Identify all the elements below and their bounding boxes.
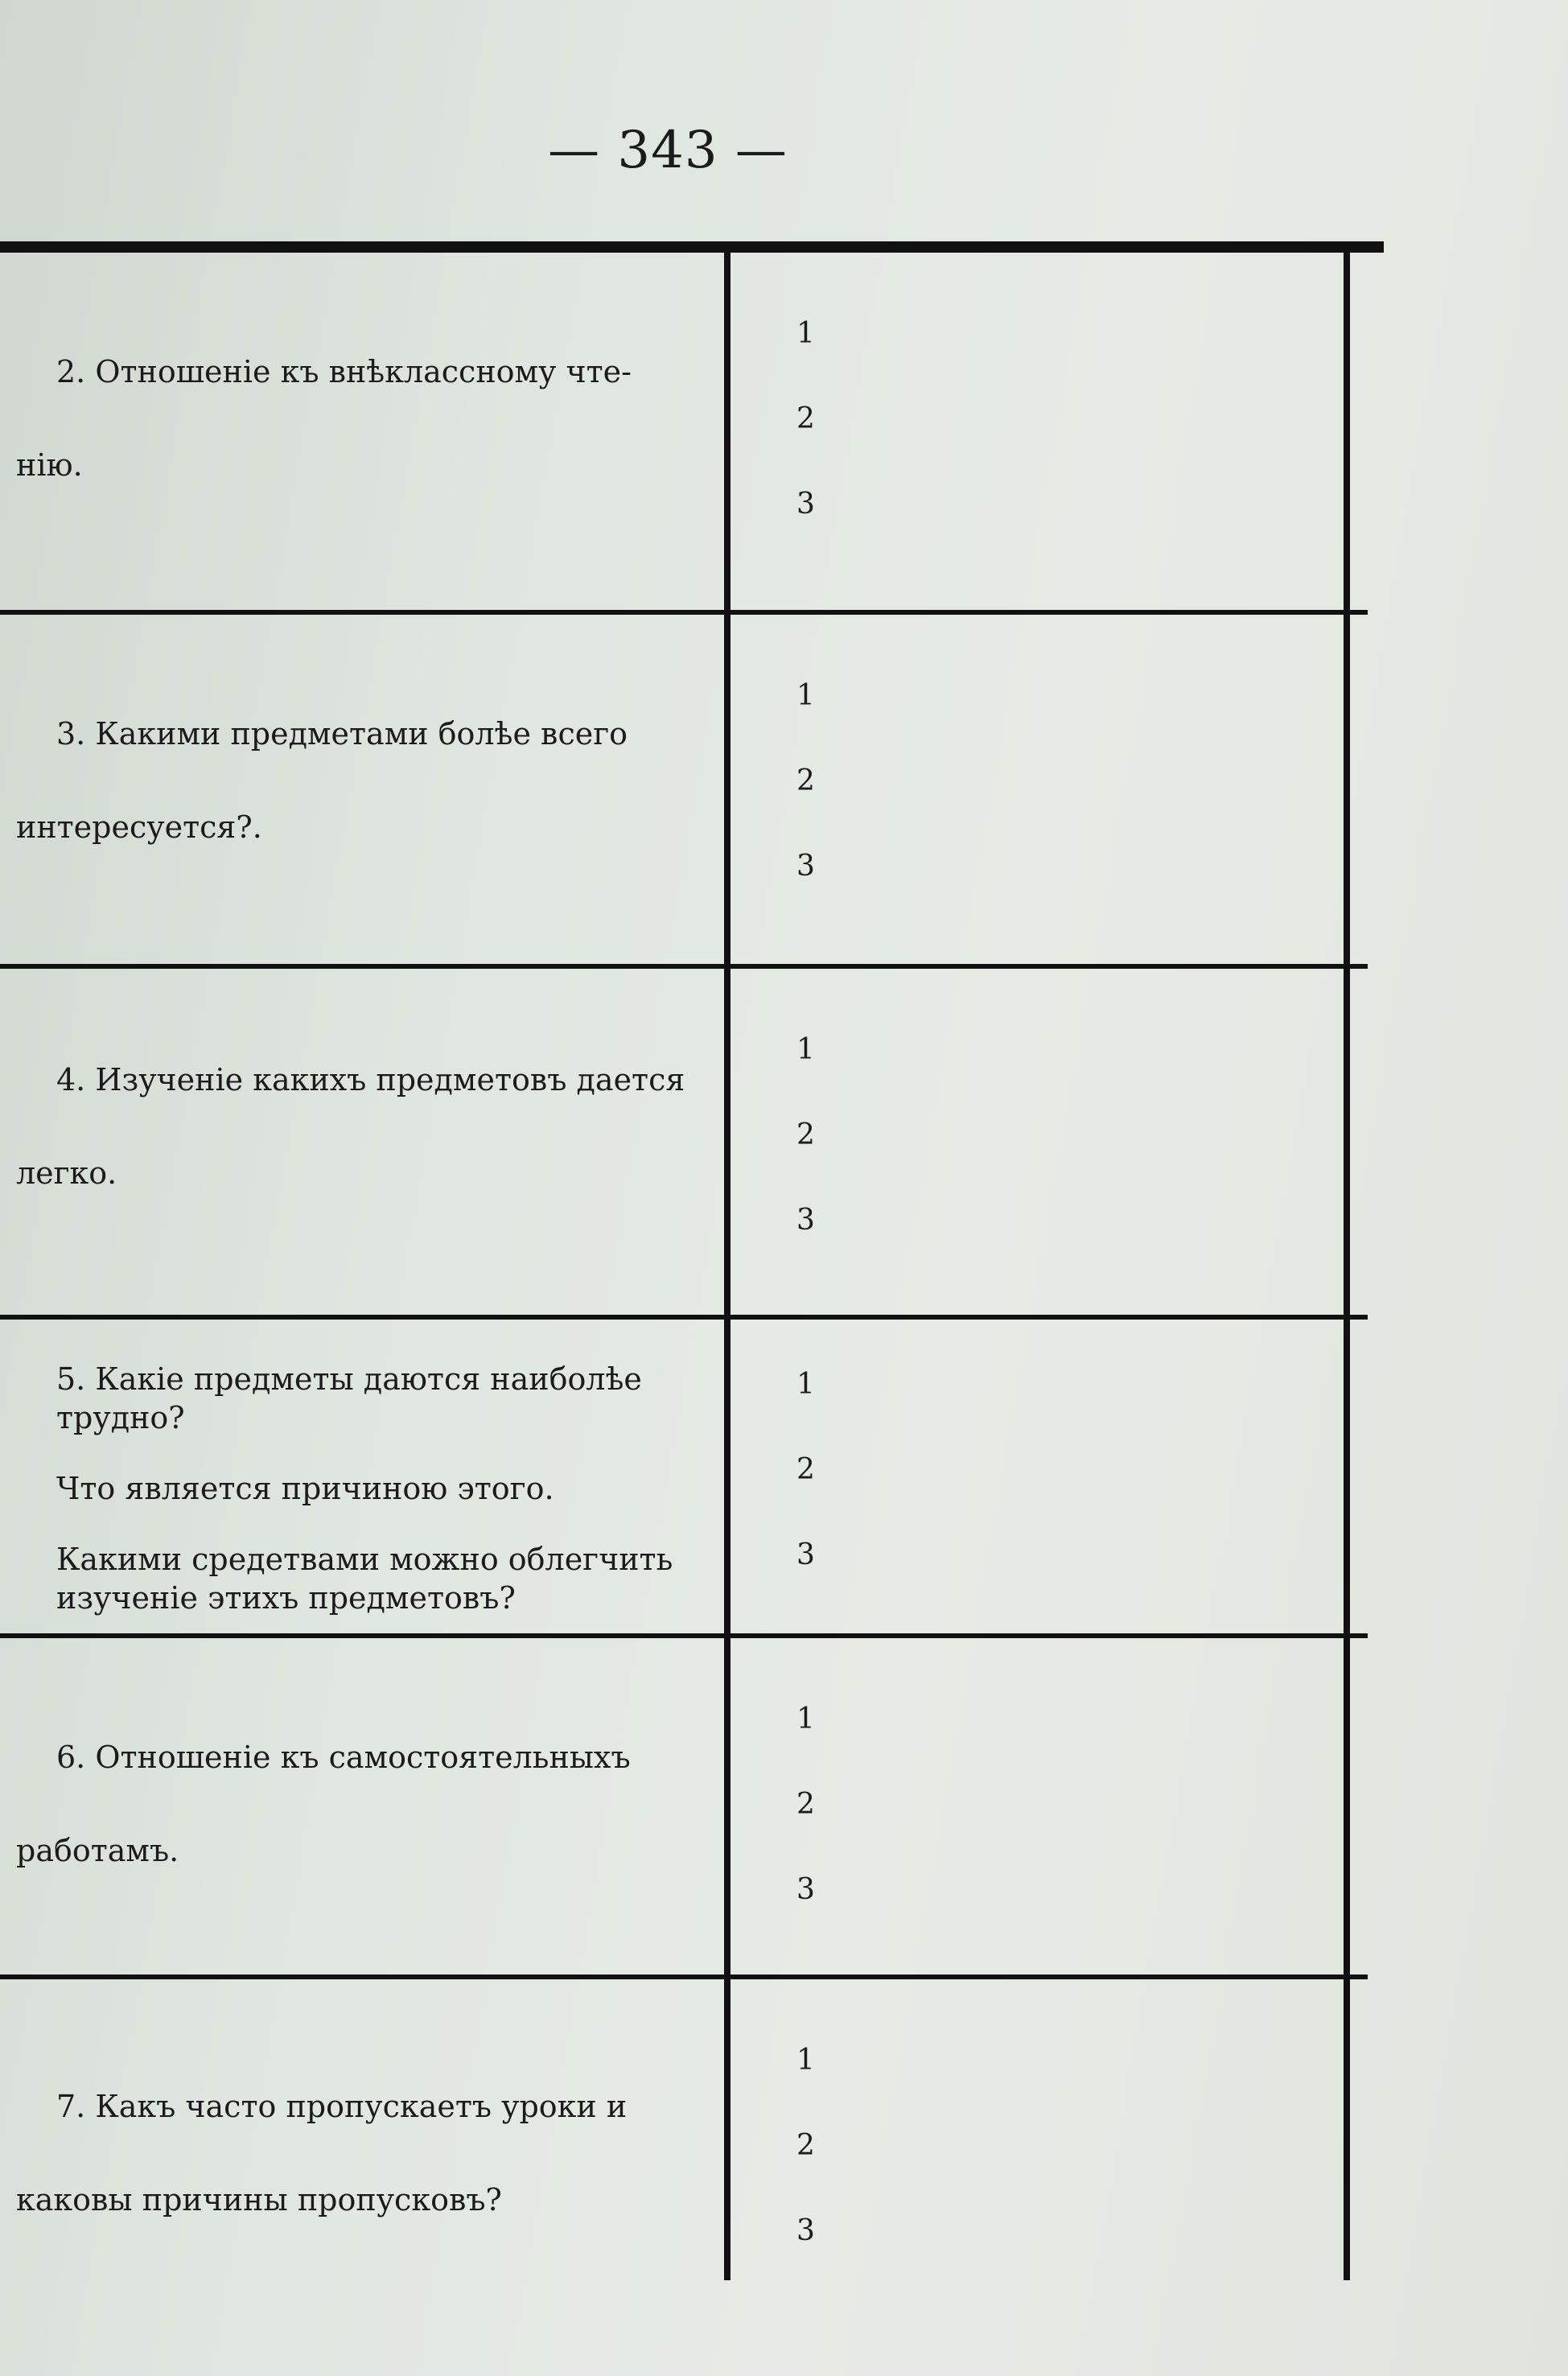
question-line: 2. Отношеніе къ внѣклассному чте-	[56, 354, 632, 389]
answer-number: 1	[796, 1703, 815, 1736]
question-text	[16, 2084, 708, 2222]
question-line: интересуется?.	[16, 809, 262, 845]
answer-number: 1	[796, 1033, 815, 1066]
page-number: — 343 —	[548, 121, 788, 180]
answer-options	[796, 1033, 845, 1289]
table-row	[0, 253, 1384, 615]
answer-options	[796, 1368, 845, 1624]
table-right-border	[1344, 253, 1350, 2280]
question-text	[16, 1360, 708, 1617]
answer-number: 2	[796, 402, 815, 435]
answer-number: 3	[796, 1204, 815, 1237]
answer-number: 2	[796, 1453, 815, 1486]
question-line: 5. Какіе предметы даются наиболѣе трудно?	[56, 1361, 642, 1435]
table-row	[0, 1638, 1384, 1979]
question-line: работамъ.	[16, 1833, 179, 1868]
question-line: легко.	[16, 1155, 117, 1191]
question-line: 4. Изученіе какихъ предметовъ дается	[56, 1062, 685, 1097]
answer-number: 3	[796, 850, 815, 883]
answer-options	[796, 2044, 845, 2300]
answer-number: 1	[796, 2044, 815, 2077]
table-row	[0, 615, 1384, 969]
answer-number: 3	[796, 1538, 815, 1571]
table-top-rule	[0, 241, 1384, 253]
question-line: Что является причиною этого.	[56, 1471, 554, 1506]
question-line: каковы причины пропусковъ?	[16, 2182, 502, 2217]
answer-number: 3	[796, 488, 815, 521]
question-line: 6. Отношеніе къ самостоятельныхъ	[56, 1740, 631, 1775]
table-row	[0, 1979, 1384, 2285]
question-line: нію.	[16, 447, 83, 483]
answer-number: 2	[796, 1788, 815, 1821]
answer-number: 3	[796, 1873, 815, 1906]
answer-options	[796, 679, 845, 935]
questionnaire-table	[0, 241, 1384, 2285]
question-text	[16, 1057, 708, 1196]
question-text	[16, 349, 708, 488]
answer-number: 3	[796, 2214, 815, 2247]
table-row	[0, 1320, 1384, 1638]
question-line: 7. Какъ часто пропускаетъ уроки и	[56, 2089, 628, 2124]
answer-number: 2	[796, 764, 815, 797]
answer-options	[796, 317, 845, 573]
answer-number: 2	[796, 1118, 815, 1151]
answer-number: 1	[796, 679, 815, 712]
answer-number: 1	[796, 317, 815, 350]
question-text	[16, 711, 708, 850]
column-divider	[724, 253, 730, 2280]
answer-number: 2	[796, 2129, 815, 2162]
table-row	[0, 969, 1384, 1320]
question-line: Какими средетвами можно облегчить изученіе этихъ предметовъ?	[56, 1542, 673, 1616]
question-line: 3. Какими предметами болѣе всего	[56, 716, 628, 752]
question-text	[16, 1735, 708, 1873]
answer-number: 1	[796, 1368, 815, 1401]
answer-options	[796, 1703, 845, 1958]
